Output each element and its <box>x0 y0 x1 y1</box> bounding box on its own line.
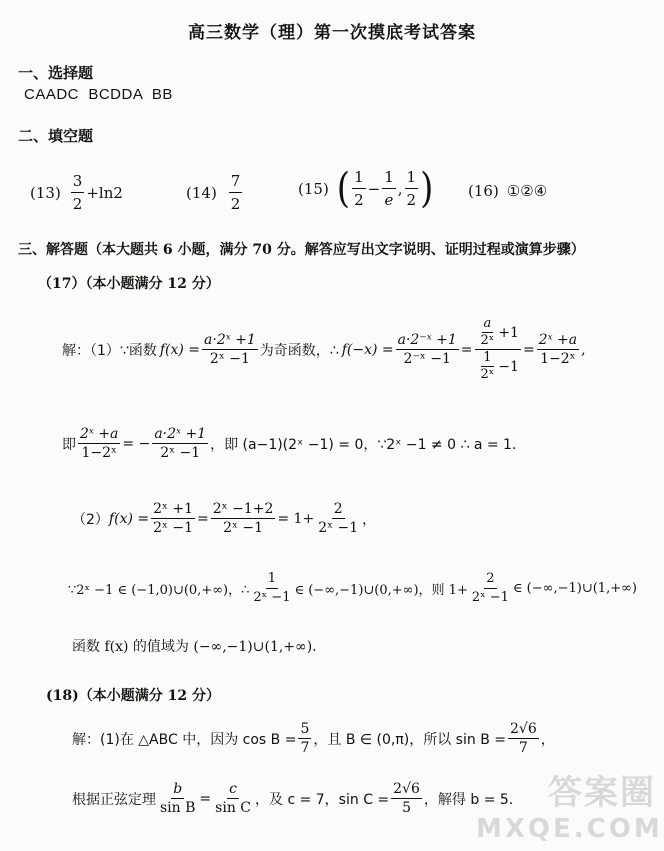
numerator: 2ˣ +a <box>538 332 578 348</box>
math: f(x) = <box>108 510 150 527</box>
equals: = <box>199 790 212 807</box>
text: 即 <box>62 436 76 453</box>
fraction <box>78 425 120 462</box>
numerator: 2 <box>484 570 496 589</box>
watermark <box>476 765 663 845</box>
fraction <box>158 780 197 817</box>
fraction <box>298 720 311 757</box>
numerator: a·2ˣ +1 <box>204 332 256 348</box>
page-title: 高三数学（理）第一次摸底考试答案 <box>188 23 476 43</box>
numerator: 2ˣ +1 <box>153 501 194 517</box>
text: ，即 (a−1)(2ˣ −1) = 0，∵2ˣ −1 ≠ 0 ∴ a = 1. <box>210 436 517 453</box>
fraction <box>211 500 276 537</box>
numerator: a·2ˣ +1 <box>154 426 207 442</box>
denominator: 2ˣ <box>480 367 495 382</box>
denominator: 7 <box>518 740 528 756</box>
fraction <box>213 780 253 817</box>
choice-answers: CAADC BCDDA BB <box>24 86 173 103</box>
watermark-url: MXQE.COM <box>476 814 663 844</box>
fraction <box>508 720 539 757</box>
numerator: 1 <box>352 166 366 189</box>
numerator <box>475 316 521 350</box>
q17-line-4 <box>68 570 637 607</box>
numerator: 2ˣ +a <box>80 426 119 442</box>
fraction <box>71 170 85 215</box>
denominator: 2ˣ −1 <box>223 520 264 536</box>
answer-14 <box>186 170 244 215</box>
denominator: 2ˣ −1 <box>160 445 201 461</box>
comma: , <box>581 341 586 358</box>
fraction <box>251 570 292 607</box>
numerator: 2√6 <box>509 721 537 737</box>
answer-15 <box>298 166 433 211</box>
text: 根据正弦定理 <box>72 791 156 808</box>
denominator: sin C <box>215 800 251 816</box>
numerator: 5 <box>300 721 310 737</box>
text: 解：（1）∵函数 <box>62 342 157 359</box>
watermark-text: 答案圈 <box>548 773 656 813</box>
text: ，且 B ∈ (0,π)，所以 sin B = <box>313 731 506 748</box>
fraction <box>352 166 366 211</box>
numerator: 1 <box>405 166 419 189</box>
numerator: 7 <box>229 170 243 193</box>
numerator: 2ˣ −1+2 <box>212 501 274 517</box>
comma: , <box>397 179 403 198</box>
denominator: 2 <box>230 195 241 213</box>
right-paren: ) <box>420 164 434 213</box>
denominator: 2 <box>72 195 83 213</box>
denominator: 2ˣ −1 <box>471 590 509 605</box>
denominator: 2⁻ˣ −1 <box>403 351 451 367</box>
q18-label: (18)（本小题满分 12 分） <box>46 688 220 704</box>
text: ，解得 b = 5. <box>423 791 514 808</box>
answer-15-label: (15) <box>298 179 329 198</box>
text: ， <box>540 731 555 748</box>
numerator: a <box>483 316 492 331</box>
denominator: e <box>384 191 394 209</box>
q17-label: （17）（本小题满分 12 分） <box>38 276 220 292</box>
numerator: c <box>229 781 237 797</box>
text: +1 <box>498 324 519 341</box>
fraction <box>479 350 497 383</box>
answer-13 <box>30 170 123 215</box>
denominator <box>475 350 521 383</box>
section-heading-choice: 一、选择题 <box>18 64 94 82</box>
numerator: b <box>173 781 183 797</box>
numerator: 3 <box>71 170 85 193</box>
text: = − <box>122 435 151 452</box>
text: ∈ (−∞,−1)∪(0,+∞)，则 1+ <box>294 583 468 598</box>
fraction <box>470 570 511 607</box>
equals: = <box>460 341 473 358</box>
answer-14-label: (14) <box>186 183 217 202</box>
answer-16-text: ①②④ <box>506 182 548 200</box>
answer-13-tail: +ln2 <box>86 183 123 202</box>
text: ， <box>362 511 377 528</box>
denominator: 2ˣ −1 <box>318 520 359 536</box>
equals: = <box>197 510 209 527</box>
fraction <box>479 316 497 349</box>
fraction <box>202 331 258 368</box>
denominator: 1−2ˣ <box>540 351 576 367</box>
math: f(−x) = <box>341 341 394 358</box>
text: 为奇函数，∴ <box>259 342 339 359</box>
fraction <box>405 166 419 211</box>
numerator: a·2⁻ˣ +1 <box>397 332 457 348</box>
fraction <box>537 331 579 368</box>
math: f(x) = <box>159 341 201 358</box>
text: 解：(1)在 △ABC 中，因为 cos B = <box>72 731 297 748</box>
numerator: 2√6 <box>393 781 420 797</box>
denominator: 2 <box>354 191 364 209</box>
numerator: 1 <box>483 350 492 365</box>
denominator: 2ˣ <box>480 333 495 348</box>
compound-fraction <box>475 316 521 383</box>
q17-line-2 <box>62 425 516 462</box>
fraction <box>151 500 195 537</box>
denominator: 2ˣ −1 <box>153 520 194 536</box>
text: （2） <box>72 511 109 528</box>
fraction <box>382 166 396 211</box>
denominator: 2ˣ −1 <box>209 351 250 367</box>
text: = 1+ <box>277 510 315 527</box>
text: −1 <box>498 358 519 375</box>
denominator: 7 <box>300 740 310 756</box>
numerator: 1 <box>382 166 396 189</box>
section-heading-fill: 二、填空题 <box>18 127 94 145</box>
q17-line-1 <box>62 316 586 383</box>
q18-line-2 <box>72 780 513 817</box>
answer-16-label: (16) <box>468 182 499 200</box>
minus-sign: − <box>367 179 381 198</box>
denominator: sin B <box>160 800 196 816</box>
numerator: 2 <box>333 501 343 517</box>
q17-line-5: 函数 f(x) 的值域为 (−∞,−1)∪(1,+∞). <box>72 639 317 655</box>
fraction <box>316 500 360 537</box>
text: ，及 c = 7，sin C = <box>255 791 390 808</box>
equals: = <box>522 341 535 358</box>
text: ∵2ˣ −1 ∈ (−1,0)∪(0,+∞)，∴ <box>68 583 250 598</box>
denominator: 1−2ˣ <box>81 445 117 461</box>
q17-line-3 <box>72 500 376 537</box>
text: ∈ (−∞,−1)∪(1,+∞) <box>512 581 637 596</box>
denominator: 5 <box>402 800 411 816</box>
fraction <box>391 780 422 817</box>
answer-13-label: (13) <box>30 183 61 202</box>
q18-line-1 <box>72 720 555 757</box>
denominator: 2 <box>406 191 417 209</box>
numerator: 1 <box>266 570 278 589</box>
left-paren: ( <box>336 164 351 213</box>
denominator: 2ˣ −1 <box>253 590 291 605</box>
fraction <box>152 425 208 462</box>
section-heading-solve: 三、解答题（本大题共 6 小题，满分 70 分。解答应写出文字说明、证明过程或演算步骤） <box>18 242 585 258</box>
fraction <box>229 170 243 215</box>
fraction <box>396 331 459 368</box>
answer-16 <box>468 182 547 200</box>
